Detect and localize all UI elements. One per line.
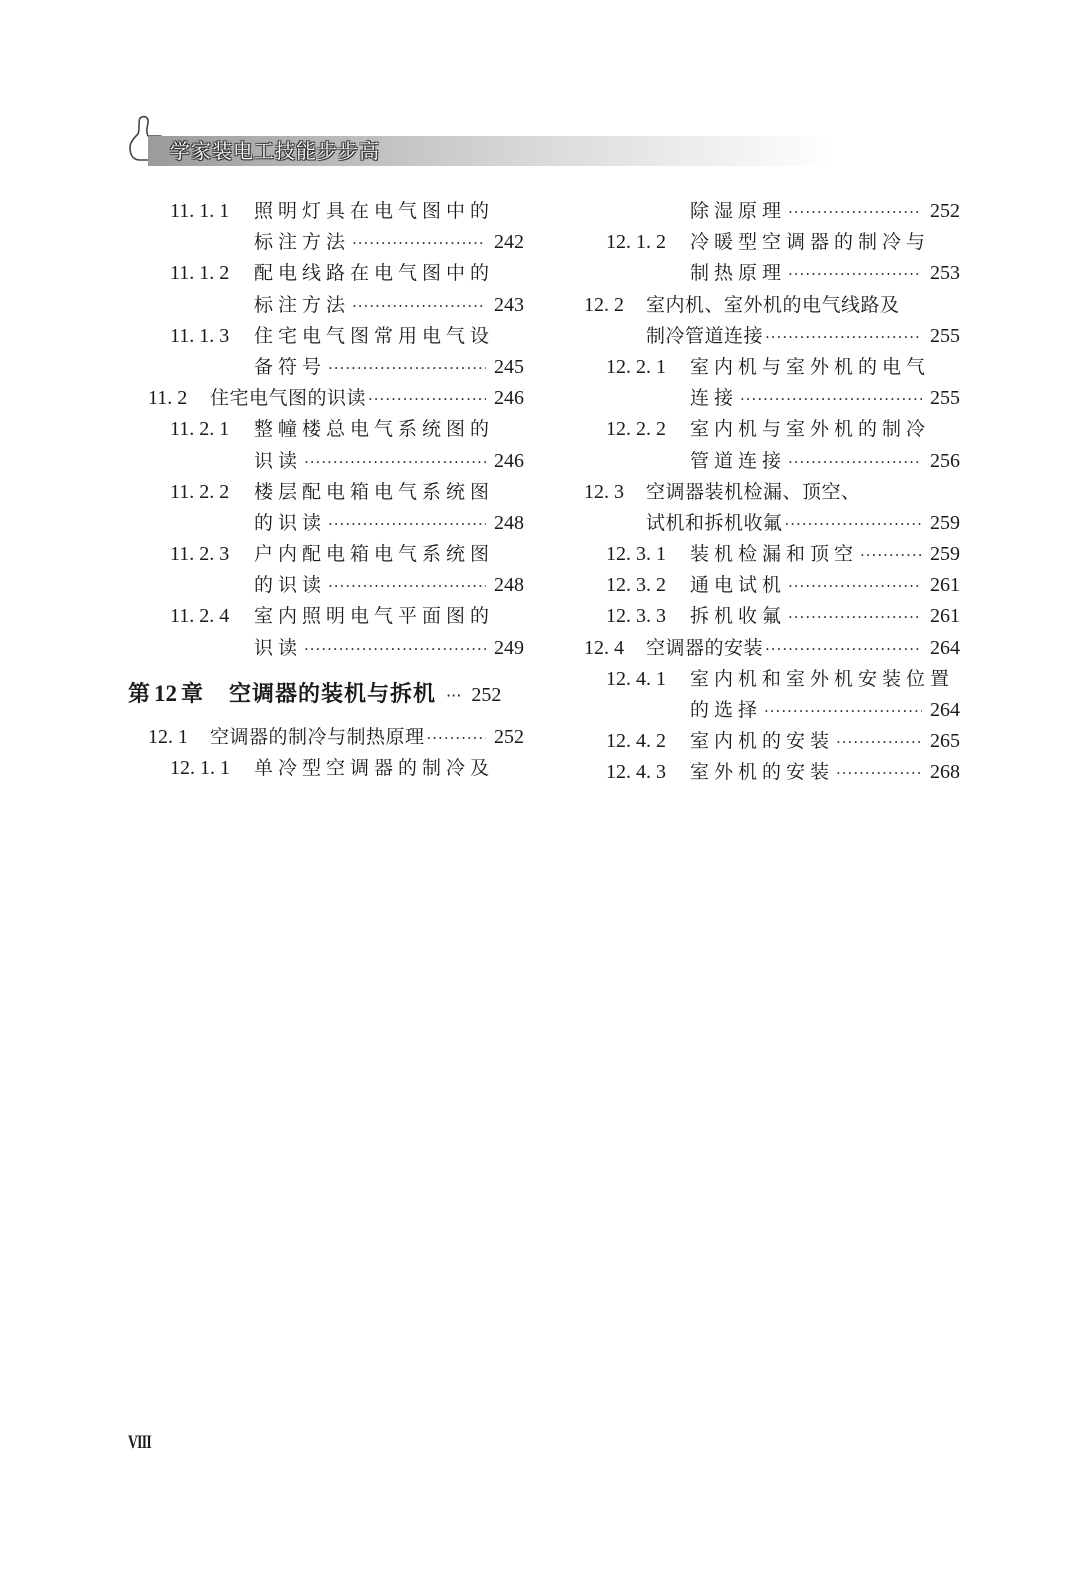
toc-left-column: [128, 196, 524, 784]
toc-section-title: 备符号: [254, 355, 327, 378]
toc-section-number: 12. 3. 1: [606, 543, 666, 566]
page-number: VIII: [128, 1432, 151, 1453]
toc-section-title: 室内机与室外机的制冷: [690, 418, 931, 441]
toc-entry[interactable]: [128, 196, 524, 227]
toc-section-number: 11. 2. 1: [170, 418, 230, 441]
toc-section-number: 11. 1. 3: [170, 324, 230, 347]
toc-page-number: 268: [930, 761, 960, 784]
toc-page-number: 245: [494, 355, 524, 378]
toc-entry-continuation[interactable]: [128, 227, 524, 258]
toc-entry[interactable]: [584, 227, 960, 258]
toc-section-number: 12. 4. 3: [606, 761, 666, 784]
toc-page-number: 242: [494, 231, 524, 254]
toc-page-number: 264: [930, 699, 960, 721]
leader-dots: [764, 696, 922, 727]
toc-section-title: 配电线路在电气图中的: [254, 262, 495, 285]
leader-dots: [328, 571, 486, 602]
book-title: 学家装电工技能步步高: [170, 139, 380, 163]
leader-dots: [304, 634, 486, 665]
toc-section-number: 12. 3. 2: [606, 574, 666, 597]
toc-section-title: 标注方法: [254, 293, 351, 316]
toc-section-title: 室内机和室外机安装位置: [690, 667, 955, 690]
toc-entry[interactable]: [584, 664, 960, 695]
toc-entry[interactable]: [584, 570, 960, 601]
toc-section-number: 11. 2. 4: [170, 605, 230, 628]
toc-section-title: 冷暖型空调器的制冷与: [690, 231, 931, 254]
toc-section-number: 12. 3: [584, 480, 624, 503]
toc-section-title: 空调器装机检漏、顶空、: [646, 480, 861, 503]
toc-entry[interactable]: [584, 726, 960, 757]
toc-page-number: 265: [930, 730, 960, 753]
toc-entry[interactable]: [128, 414, 524, 445]
toc-entry[interactable]: [128, 477, 524, 508]
toc-entry[interactable]: [128, 753, 524, 784]
chapter-title: 空调器的装机与拆机: [229, 681, 437, 707]
toc-entry[interactable]: [128, 601, 524, 632]
toc-section-number: 11. 2. 3: [170, 543, 230, 566]
toc-page-number: 252: [494, 725, 524, 748]
toc-section-title: 照明灯具在电气图中的: [254, 200, 495, 222]
toc-section-title: 室内机与室外机的电气: [690, 355, 931, 378]
toc-section-title: 室内机、室外机的电气线路及: [646, 293, 900, 316]
toc-page-number: 264: [930, 636, 960, 659]
leader-dots: [352, 228, 486, 259]
chapter-prefix: 第: [128, 681, 151, 707]
toc-page-number: 248: [494, 574, 524, 597]
toc-section-number: 12. 3. 3: [606, 605, 666, 628]
toc-entry-continuation[interactable]: [128, 290, 524, 321]
toc-section-title: 的选择: [690, 699, 763, 721]
toc-entry-continuation[interactable]: [584, 196, 960, 227]
toc-section-title: 管道连接: [690, 449, 787, 472]
toc-section-title: 除湿原理: [690, 200, 787, 222]
leader-dots: [860, 540, 922, 571]
chapter-page: 252: [471, 683, 502, 706]
toc-section-title: 楼层配电箱电气系统图: [254, 480, 495, 503]
toc-chapter-entry[interactable]: [128, 670, 524, 720]
leader-dots: [788, 571, 922, 602]
leader-dots: [328, 509, 486, 540]
toc-page-number: 243: [494, 293, 524, 316]
toc-entry-continuation[interactable]: [584, 695, 960, 726]
toc-section-title: 连接: [690, 387, 739, 410]
toc-section-title: 通电试机: [690, 574, 787, 597]
toc-section-title: 拆机收氟: [690, 605, 787, 628]
toc-section-number: 12. 1. 1: [170, 757, 230, 779]
leader-dots: [785, 509, 922, 540]
toc-page-number: 256: [930, 449, 960, 472]
leader-dots: [352, 291, 486, 322]
toc-entry[interactable]: [128, 321, 524, 352]
toc-entry-continuation[interactable]: [584, 508, 960, 539]
toc-section-title: 的识读: [254, 511, 327, 534]
toc-section-number: 12. 1. 2: [606, 231, 666, 254]
toc-page-number: 253: [930, 262, 960, 285]
toc-entry-continuation[interactable]: [128, 508, 524, 539]
leader-dots: [836, 758, 922, 789]
toc-section-number: 12. 4: [584, 636, 624, 659]
toc-page-number: 261: [930, 574, 960, 597]
leader-dots: [427, 723, 486, 754]
toc-entry-continuation[interactable]: [128, 633, 524, 664]
toc-page-number: 259: [930, 543, 960, 566]
leader-dots: [765, 322, 922, 353]
toc-page-number: 255: [930, 324, 960, 347]
toc-page-number: 246: [494, 387, 524, 410]
toc-section-number: 12. 2. 2: [606, 418, 666, 441]
running-header: [126, 114, 836, 168]
toc-page-number: 259: [930, 511, 960, 534]
toc-section-title: 制冷管道连接: [646, 324, 764, 347]
toc-page-number: 255: [930, 387, 960, 410]
toc-entry[interactable]: [584, 414, 960, 445]
toc-entry[interactable]: [584, 352, 960, 383]
chapter-leader-dots: ···: [446, 685, 462, 705]
leader-dots: [788, 602, 922, 633]
toc-section-number: 11. 2. 2: [170, 480, 230, 503]
toc-entry-continuation[interactable]: [128, 570, 524, 601]
toc-section-title: 单冷型空调器的制冷及: [254, 757, 495, 779]
toc-section-title: 室内照明电气平面图的: [254, 605, 495, 628]
leader-dots: [368, 384, 486, 415]
toc-section-title: 试机和拆机收氟: [646, 511, 783, 534]
toc-entry[interactable]: [584, 601, 960, 632]
toc-section-title: 制热原理: [690, 262, 787, 285]
toc-section-number: 12. 4. 1: [606, 667, 666, 690]
toc-section-title: 室内机的安装: [690, 730, 835, 753]
toc-section-title: 空调器的制冷与制热原理: [210, 725, 425, 748]
toc-entry-continuation[interactable]: [584, 258, 960, 289]
toc-page-number: 248: [494, 511, 524, 534]
toc-entry-continuation[interactable]: [128, 446, 524, 477]
toc-entry[interactable]: [584, 539, 960, 570]
toc-right-column: [584, 196, 960, 789]
toc-section-title: 识读: [254, 449, 303, 472]
toc-section-title: 室外机的安装: [690, 761, 835, 784]
toc-section-number: 12. 2: [584, 293, 624, 316]
leader-dots: [836, 727, 922, 758]
toc-section-title: 识读: [254, 636, 303, 659]
toc-entry[interactable]: [584, 477, 960, 508]
leader-dots: [788, 259, 922, 290]
toc-section-title: 标注方法: [254, 231, 351, 254]
leader-dots: [788, 447, 922, 478]
toc-entry[interactable]: [128, 539, 524, 570]
leader-dots: [304, 447, 486, 478]
toc-entry-continuation[interactable]: [584, 446, 960, 477]
toc-entry-continuation[interactable]: [128, 352, 524, 383]
toc-section-number: 11. 1. 1: [170, 200, 230, 222]
toc-section-title: 住宅电气图的识读: [210, 387, 367, 410]
toc-section-title: 住宅电气图常用电气设: [254, 324, 495, 347]
toc-section-number: 12. 2. 1: [606, 355, 666, 378]
toc-section-number: 11. 2: [148, 387, 188, 410]
toc-section-title: 装机检漏和顶空: [690, 543, 859, 566]
toc-entry[interactable]: [584, 290, 960, 321]
toc-entry[interactable]: [128, 722, 524, 753]
chapter-number: 12: [154, 680, 178, 706]
leader-dots: [740, 384, 922, 415]
toc-section-number: 11. 1. 2: [170, 262, 230, 285]
toc-entry[interactable]: [584, 633, 960, 664]
leader-dots: [788, 197, 922, 228]
toc-page-number: 261: [930, 605, 960, 628]
toc-section-title: 户内配电箱电气系统图: [254, 543, 495, 566]
toc-entry[interactable]: [128, 258, 524, 289]
toc-entry[interactable]: [584, 757, 960, 788]
toc-entry[interactable]: [128, 383, 524, 414]
leader-dots: [765, 634, 922, 665]
toc-section-number: 12. 4. 2: [606, 730, 666, 753]
leader-dots: [328, 353, 486, 384]
toc-section-title: 整幢楼总电气系统图的: [254, 418, 495, 441]
chapter-suffix: 章: [181, 681, 204, 707]
toc-entry-continuation[interactable]: [584, 383, 960, 414]
toc-page-number: 249: [494, 636, 524, 659]
toc-entry-continuation[interactable]: [584, 321, 960, 352]
toc-page-number: 252: [930, 200, 960, 222]
toc-section-number: 12. 1: [148, 725, 188, 748]
toc-section-title: 空调器的安装: [646, 636, 764, 659]
toc-page-number: 246: [494, 449, 524, 472]
toc-section-title: 的识读: [254, 574, 327, 597]
